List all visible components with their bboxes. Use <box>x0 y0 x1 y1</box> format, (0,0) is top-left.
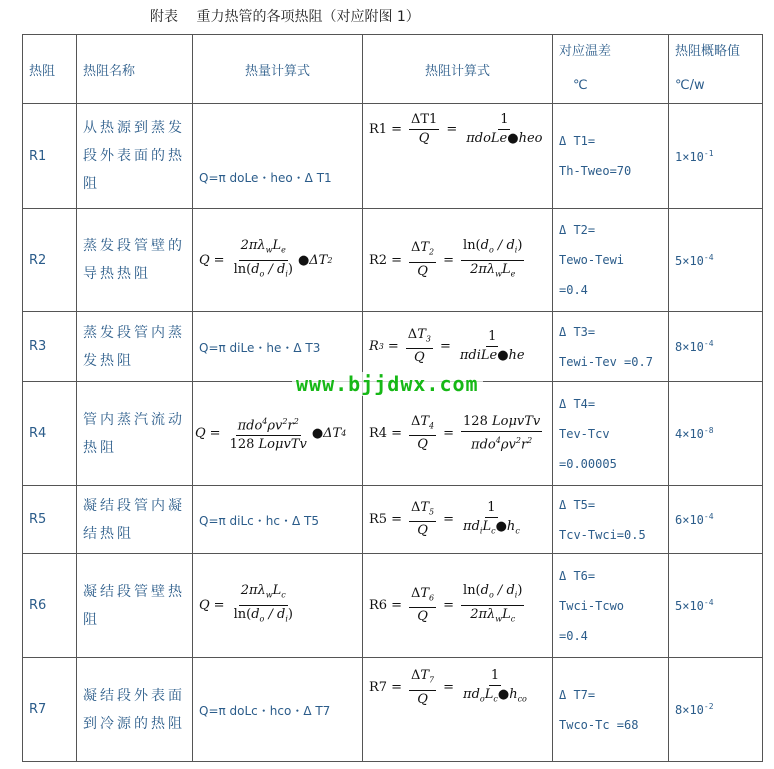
heat-formula: Q=π doLe・heo・Δ T1 <box>199 171 332 185</box>
formula-lhs: R7 <box>369 680 388 696</box>
formula-num: 1 <box>485 500 497 518</box>
resistance-formula: R4 = $\frac{\Delta T_4}{Q}$ = $\frac{\text{128 LoμvTv}}{\pi do^4\rho v^2r^2}$ <box>363 382 553 486</box>
value-exp: -2 <box>703 702 714 711</box>
table-row <box>23 658 763 762</box>
value-exp: -4 <box>703 598 714 607</box>
table-row <box>23 312 763 382</box>
row-name: 管内蒸汽流动热阻 <box>77 382 193 486</box>
formula-num: ΔT1 <box>409 112 439 130</box>
temp-line: =0.4 <box>559 628 588 643</box>
heat-formula: Q=π diLc・hc・Δ T5 <box>199 514 319 528</box>
heat-formula: Q=π doLc・hco・Δ T7 <box>199 704 331 718</box>
approx-value <box>669 382 763 486</box>
value-base: 5×10 <box>675 599 704 613</box>
value-exp: -4 <box>703 339 714 348</box>
table-row <box>23 486 763 554</box>
value-exp: -8 <box>703 426 714 435</box>
temp-line: =0.4 <box>559 283 588 297</box>
formula-lhs: R6 <box>369 598 388 613</box>
header-row <box>23 35 763 104</box>
resistance-formula: R6 = $\frac{\Delta T_6}{Q}$ = $\frac{\ln(d_o / d_i)}{2\pi\lambda_wL_c}$ <box>363 554 553 658</box>
formula-den: Q <box>418 131 430 146</box>
heat-formula: Q = $\frac{2\pi\lambda_wL_c}{\ln(d_o / d_i)}$ <box>193 554 363 658</box>
approx-value <box>669 312 763 382</box>
formula-num: 1 <box>498 112 510 130</box>
header-resistance-formula: 热阻计算式 <box>363 35 553 104</box>
temp-line: Twci-Tcwo <box>559 598 625 613</box>
header-id: 热阻 <box>23 35 77 104</box>
temp-line: Tev-Tcv <box>559 426 610 441</box>
approx-value <box>669 554 763 658</box>
temp-diff-cell <box>553 486 669 554</box>
approx-value <box>669 104 763 209</box>
header-approx-value <box>669 35 763 104</box>
resistance-formula: R5 = $\frac{\Delta T_5}{Q}$ = $\frac{1}{\pi d_iL_c●h_c}$ <box>363 486 553 554</box>
row-name: 从热源到蒸发段外表面的热阻 <box>77 104 193 209</box>
table-caption <box>150 6 434 26</box>
formula-lhs: Q <box>199 598 210 613</box>
temp-line: Tewi-Tev =0.7 <box>559 354 653 369</box>
formula-lhs-sub: 3 <box>378 342 384 351</box>
formula-den: πdoLe●heo <box>466 131 543 146</box>
resistance-formula: R1 = $\frac{\Delta T1}{Q}$ = $\frac{1}{\text{πdoLe●heo}}$ <box>363 104 553 209</box>
formula-lhs: R1 <box>369 122 388 137</box>
formula-lhs: R <box>369 339 379 354</box>
value-base: 8×10 <box>675 340 704 354</box>
formula-lhs: R4 <box>369 426 388 441</box>
value-base: 5×10 <box>675 253 704 268</box>
temp-diff-cell <box>553 554 669 658</box>
heat-formula: Q = $\frac{2\pi\lambda_wL_e}{\ln(d_o / d_i)}$ ●ΔT 2 <box>193 209 363 312</box>
value-exp: -4 <box>703 512 714 521</box>
header-approx-unit: ℃/w <box>675 78 705 93</box>
row-id: R7 <box>23 658 77 762</box>
table-row <box>23 104 763 209</box>
temp-diff-cell <box>553 312 669 382</box>
temp-diff-cell <box>553 104 669 209</box>
row-name: 蒸发段管内蒸发热阻 <box>77 312 193 382</box>
temp-line: Δ T3= <box>559 324 596 339</box>
value-base: 6×10 <box>675 513 704 527</box>
header-temp-diff-label: 对应温差 <box>559 44 612 59</box>
formula-num: 1 <box>486 329 498 347</box>
formula-lhs: Q <box>195 425 206 441</box>
heat-formula: Q = $\frac{\pi do^4\rho v^2r^2}{\text{128 LoμvTv}}$ ●ΔT 4 <box>193 382 363 486</box>
header-name: 热阻名称 <box>77 35 193 104</box>
row-name: 凝结段外表面到冷源的热阻 <box>77 658 193 762</box>
caption-title: 重力热管的各项热阻（对应附图 1） <box>196 9 420 25</box>
approx-value <box>669 486 763 554</box>
header-heat-formula: 热量计算式 <box>193 35 363 104</box>
row-id: R6 <box>23 554 77 658</box>
table-row <box>23 554 763 658</box>
temp-line: Th-Tweo=70 <box>559 164 632 178</box>
temp-line: Δ T5= <box>559 497 596 512</box>
temp-line: Tcv-Twci=0.5 <box>559 527 646 542</box>
row-id: R5 <box>23 486 77 554</box>
header-approx-label: 热阻概略值 <box>675 44 741 59</box>
row-id: R1 <box>23 104 77 209</box>
formula-lhs: R2 <box>369 252 388 268</box>
table-row <box>23 382 763 486</box>
row-id: R2 <box>23 209 77 312</box>
value-base: 4×10 <box>675 427 704 441</box>
resistance-formula: R 3 = $\frac{\Delta T_3}{Q}$ = $\frac{1}{\text{πdiLe●he}}$ <box>363 312 553 382</box>
caption-label: 附表 <box>150 9 178 25</box>
temp-line: Δ T2= <box>559 223 596 237</box>
value-exp: -4 <box>703 252 714 262</box>
temp-diff-cell <box>553 382 669 486</box>
resistance-formula: R7 = $\frac{\Delta T_7}{Q}$ = $\frac{1}{\pi d_oL_c●h_{co}}$ <box>363 658 553 762</box>
row-id: R3 <box>23 312 77 382</box>
temp-line: Δ T6= <box>559 568 596 583</box>
temp-line: Twco-Tc =68 <box>559 717 639 732</box>
row-name: 蒸发段管壁的导热热阻 <box>77 209 193 312</box>
row-name: 凝结段管壁热阻 <box>77 554 193 658</box>
temp-diff-cell <box>553 658 669 762</box>
header-temp-unit: ℃ <box>573 78 588 93</box>
formula-lhs: Q <box>199 252 210 268</box>
header-temp-diff <box>553 35 669 104</box>
formula-num: 1 <box>489 668 501 686</box>
heat-formula: Q=π diLe・he・Δ T3 <box>199 341 321 355</box>
value-base: 8×10 <box>675 703 704 717</box>
thermal-resistance-table <box>22 34 763 762</box>
row-name: 凝结段管内凝结热阻 <box>77 486 193 554</box>
temp-diff-cell <box>553 209 669 312</box>
resistance-formula: R2 = $\frac{\Delta T_2}{Q}$ = $\frac{\ln(d_o / d_i)}{2\pi\lambda_wL_e}$ <box>363 209 553 312</box>
temp-line: Δ T7= <box>559 687 596 702</box>
watermark-text: www.bjjdwx.com <box>292 372 483 396</box>
row-id: R4 <box>23 382 77 486</box>
temp-line: Tewo-Tewi <box>559 253 625 267</box>
temp-line: Δ T1= <box>559 134 596 148</box>
formula-lhs: R5 <box>369 512 388 527</box>
formula-den: πdiLe●he <box>459 348 525 363</box>
value-exp: -1 <box>703 148 714 158</box>
table-row <box>23 209 763 312</box>
temp-line: =0.00005 <box>559 456 617 471</box>
temp-line: Δ T4= <box>559 396 596 411</box>
value-base: 1×10 <box>675 149 704 164</box>
approx-value <box>669 658 763 762</box>
approx-value <box>669 209 763 312</box>
